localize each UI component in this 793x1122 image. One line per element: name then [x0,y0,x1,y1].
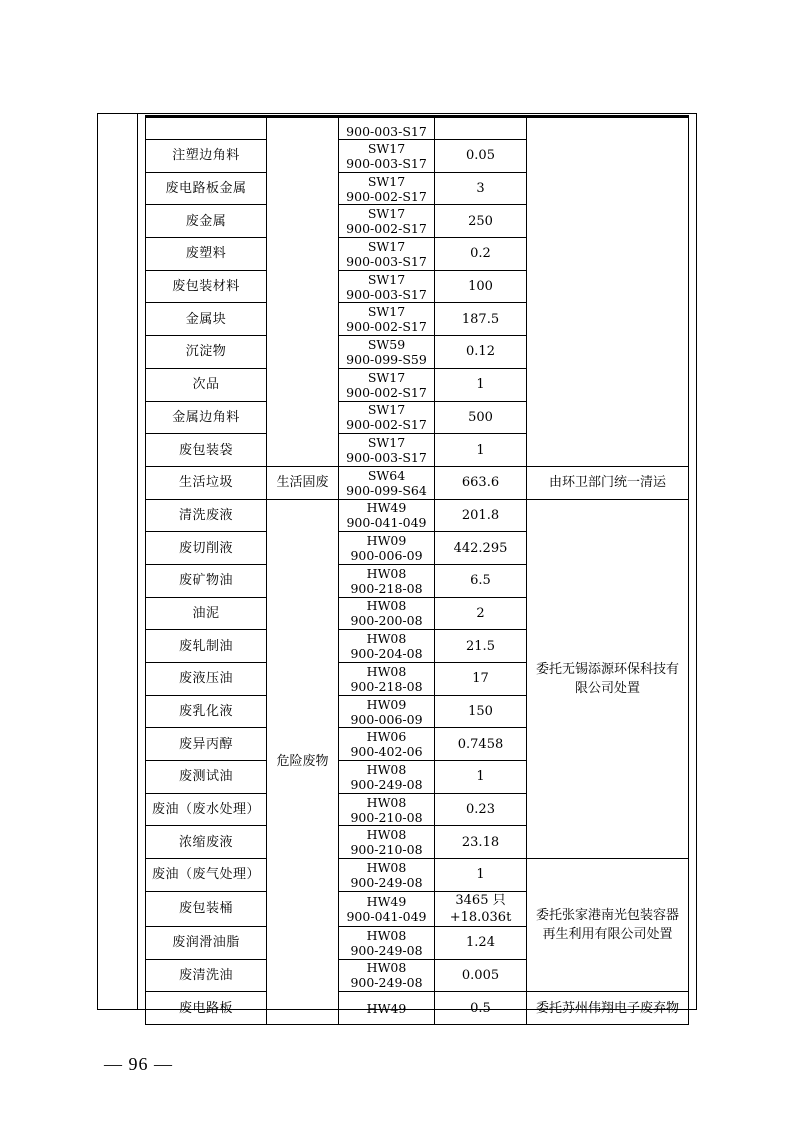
waste-amount: 17 [472,671,489,687]
waste-code-cell [339,826,435,859]
waste-code-number: 900-003-S17 [346,286,427,302]
waste-amount: 2 [476,605,485,621]
disposal-method-cell [527,117,689,467]
waste-code-class: 900-003-S17 [346,124,427,139]
waste-code-class: HW08 [366,859,407,875]
waste-amount: 3 [476,181,485,197]
waste-code-cell [339,663,435,696]
waste-category-cell [267,117,339,467]
waste-amount-cell [435,401,527,434]
waste-amount-cell [435,238,527,271]
waste-code-cell [339,630,435,663]
waste-amount-cell [435,992,527,1025]
waste-code-class: SW17 [367,369,406,385]
waste-code-number: 900-041-049 [346,908,427,924]
waste-code-class: SW17 [367,238,406,254]
waste-code-number: 900-204-08 [350,646,423,662]
waste-code-cell [339,532,435,565]
waste-code-cell [339,926,435,959]
waste-amount: 201.8 [461,507,500,523]
waste-amount-cell [435,728,527,761]
waste-code-cell [339,466,435,499]
waste-code-cell [339,695,435,728]
disposal-method-cell: 委托苏州伟翔电子废弃物 [527,992,689,1025]
waste-code-number: 900-249-08 [350,874,423,890]
waste-amount-cell [435,270,527,303]
waste-amount-cell [435,303,527,336]
waste-amount: 1.24 [466,935,495,951]
waste-code-cell [339,368,435,401]
table-row [146,499,689,532]
waste-code-class: HW08 [366,794,407,810]
waste-name-cell: 废异丙醇 [146,728,267,761]
waste-name-cell: 浓缩废液 [146,826,267,859]
waste-code-number: 900-249-08 [350,776,423,792]
waste-code-class: HW08 [366,927,407,943]
waste-code-class: HW08 [366,663,407,679]
waste-code-cell [339,793,435,826]
waste-amount: 0.23 [466,802,495,818]
waste-code-cell [339,728,435,761]
waste-name-cell: 废清洗油 [146,959,267,992]
waste-amount: 663.6 [461,475,500,491]
waste-name-cell: 次品 [146,368,267,401]
waste-code-cell [339,303,435,336]
waste-code-class: HW08 [366,761,407,777]
waste-code-number: 900-210-08 [350,809,423,825]
column-divider [137,113,138,1010]
waste-amount-cell [435,499,527,532]
waste-amount: 0.05 [466,148,495,164]
waste-amount-cell [435,663,527,696]
table-row [146,466,689,499]
waste-amount-cell [435,891,527,926]
waste-amount-cell [435,630,527,663]
waste-code-class: HW08 [366,565,407,581]
waste-code-number: 900-003-S17 [346,450,427,466]
waste-amount: 442.295 [453,540,508,556]
waste-amount: 23.18 [461,834,500,850]
waste-code-cell [339,172,435,205]
waste-amount-cell [435,368,527,401]
waste-code-cell [339,117,435,140]
waste-code-number: 900-218-08 [350,678,423,694]
waste-name-cell: 清洗废液 [146,499,267,532]
waste-name-cell: 废塑料 [146,238,267,271]
waste-code-number: 900-099-S59 [346,351,427,367]
waste-category-cell: 生活固废 [267,466,339,499]
waste-amount-cell [435,695,527,728]
waste-amount-cell [435,761,527,794]
waste-amount: 0.7458 [457,736,504,752]
waste-code-class: HW09 [366,533,407,549]
waste-name-cell: 金属块 [146,303,267,336]
waste-amount-cell [435,826,527,859]
waste-code-number: 900-002-S17 [346,319,427,335]
waste-code-cell [339,891,435,926]
waste-amount-cell [435,205,527,238]
waste-code-cell [339,434,435,467]
waste-code-class: SW17 [367,435,406,451]
waste-name-cell: 生活垃圾 [146,466,267,499]
waste-category-cell: 危险废物 [267,499,339,1024]
waste-code-number: 900-249-08 [350,942,423,958]
waste-name-cell [146,117,267,140]
waste-code-number: 900-218-08 [350,580,423,596]
waste-amount: 0.2 [470,246,491,262]
waste-code-class: HW49 [366,893,407,909]
waste-code-cell [339,238,435,271]
waste-code-cell [339,401,435,434]
waste-code-class: HW08 [366,827,407,843]
table-row [146,117,689,140]
disposal-method-cell: 委托张家港南光包装容器再生利用有限公司处置 [527,859,689,992]
waste-code-class: SW17 [367,173,406,189]
waste-name-cell: 沉淀物 [146,336,267,369]
waste-code-cell [339,761,435,794]
waste-code-cell [339,597,435,630]
waste-code-number: 900-002-S17 [346,221,427,237]
waste-amount-cell [435,926,527,959]
waste-code-class: HW08 [366,598,407,614]
waste-code-class: HW08 [366,960,407,976]
waste-name-cell: 废矿物油 [146,564,267,597]
waste-amount: 250 [468,213,493,229]
waste-amount-cell [435,172,527,205]
waste-code-cell [339,140,435,173]
page-number: — 96 — [104,1054,173,1074]
waste-amount-cell [435,434,527,467]
waste-code-cell [339,564,435,597]
waste-name-cell: 废油（废气处理） [146,859,267,892]
waste-amount-extra: +18.036t [449,909,512,925]
waste-code-cell [339,859,435,892]
waste-name-cell: 废电路板 [146,992,267,1025]
waste-code-cell [339,992,435,1025]
waste-code-cell [339,205,435,238]
waste-name-cell: 废金属 [146,205,267,238]
waste-code-class: SW17 [367,304,406,320]
waste-code-number: 900-402-06 [350,744,423,760]
waste-code-class: SW17 [367,402,406,418]
waste-code-number: 900-210-08 [350,842,423,858]
waste-name-cell: 注塑边角料 [146,140,267,173]
waste-code-class: SW59 [367,336,406,352]
waste-amount: 500 [468,409,493,425]
waste-amount: 187.5 [461,311,500,327]
waste-code-number: 900-002-S17 [346,384,427,400]
waste-name-cell: 废包装材料 [146,270,267,303]
waste-code-number: 900-006-09 [350,711,423,727]
waste-amount: 0.12 [466,344,495,360]
waste-amount: 3465 只 [455,892,506,908]
waste-code-class: HW08 [366,631,407,647]
waste-name-cell: 废切削液 [146,532,267,565]
waste-amount: 6.5 [470,573,491,589]
waste-code-number: 900-099-S64 [346,482,427,498]
waste-amount-cell [435,959,527,992]
waste-amount: 0.005 [461,967,500,983]
waste-amount: 0.5 [470,1000,491,1016]
waste-amount: 1 [476,442,485,458]
waste-code-class: SW64 [367,467,406,483]
waste-amount: 1 [476,867,485,883]
waste-code-number: 900-002-S17 [346,417,427,433]
waste-code-number: 900-006-09 [350,548,423,564]
waste-amount-cell [435,859,527,892]
waste-code-number: 900-249-08 [350,975,423,991]
waste-code-cell [339,499,435,532]
waste-amount-cell [435,140,527,173]
waste-code-number: 900-200-08 [350,613,423,629]
waste-amount-cell [435,117,527,140]
waste-name-cell: 废油（废水处理） [146,793,267,826]
waste-code-class: HW09 [366,696,407,712]
waste-name-cell: 废包装桶 [146,891,267,926]
waste-amount: 100 [468,279,493,295]
waste-amount: 150 [468,704,493,720]
waste-amount-cell [435,564,527,597]
waste-name-cell: 废乳化液 [146,695,267,728]
waste-code-class: HW49 [366,500,407,516]
waste-code-class: SW17 [367,140,406,156]
waste-amount: 1 [476,377,485,393]
waste-code-class: HW49 [366,1000,407,1016]
waste-name-cell: 废润滑油脂 [146,926,267,959]
waste-table-body [146,117,689,1025]
waste-name-cell: 油泥 [146,597,267,630]
waste-code-number: 900-003-S17 [346,253,427,269]
waste-code-number: 900-002-S17 [346,188,427,204]
disposal-method-cell: 由环卫部门统一清运 [527,466,689,499]
waste-amount: 1 [476,769,485,785]
waste-code-class: HW06 [366,729,407,745]
waste-code-cell [339,270,435,303]
waste-code-cell [339,959,435,992]
waste-code-class: SW17 [367,206,406,222]
table-row [146,859,689,892]
table-row [146,992,689,1025]
waste-amount-cell [435,336,527,369]
waste-name-cell: 废液压油 [146,663,267,696]
waste-code-class: SW17 [367,271,406,287]
waste-amount: 21.5 [466,638,495,654]
waste-name-cell: 废测试油 [146,761,267,794]
waste-name-cell: 废轧制油 [146,630,267,663]
waste-table [145,115,689,1025]
waste-name-cell: 金属边角料 [146,401,267,434]
disposal-method-cell: 委托无锡添源环保科技有限公司处置 [527,499,689,859]
waste-amount-cell [435,597,527,630]
waste-name-cell: 废包装袋 [146,434,267,467]
waste-amount-cell [435,793,527,826]
waste-amount-cell [435,532,527,565]
waste-name-cell: 废电路板金属 [146,172,267,205]
waste-code-number: 900-041-049 [346,515,427,531]
waste-code-cell [339,336,435,369]
waste-code-number: 900-003-S17 [346,155,427,171]
waste-amount-cell [435,466,527,499]
